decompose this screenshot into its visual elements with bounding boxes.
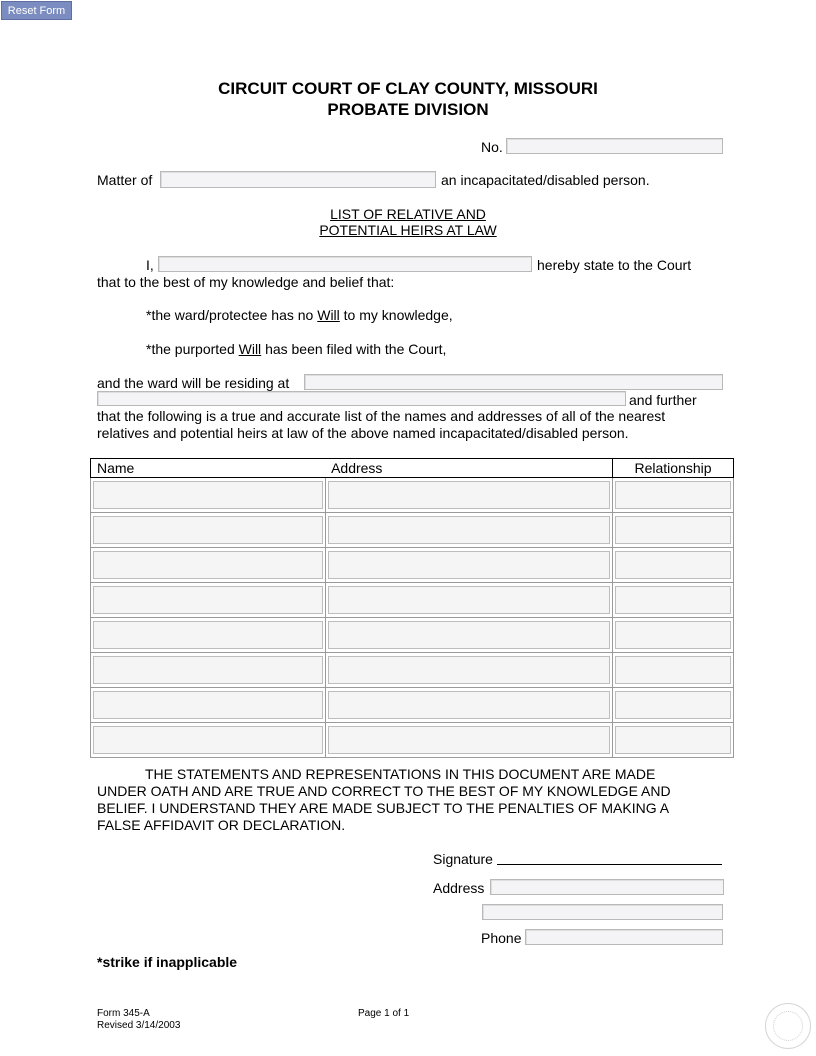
address-label: Address [433, 880, 485, 896]
strike-note: *strike if inapplicable [97, 954, 238, 970]
form-number: Form 345-A [97, 1008, 150, 1019]
matter-of-label: Matter of [97, 172, 153, 188]
table-row [91, 688, 734, 723]
table-row [91, 723, 734, 758]
relationship-column-header: Relationship [613, 459, 734, 478]
signer-address-field-2[interactable] [482, 904, 723, 920]
residence-address-field-2[interactable] [97, 391, 626, 406]
state-to-court-text: hereby state to the Court [537, 257, 692, 273]
name-column-header: Name [91, 459, 326, 478]
will-filed-word: Will [238, 341, 262, 357]
will-filed-suffix: has been filed with the Court, [265, 341, 447, 357]
division-title: PROBATE DIVISION [327, 100, 489, 119]
heir-relationship-field[interactable] [615, 586, 731, 614]
heir-relationship-field[interactable] [615, 551, 731, 579]
no-will-suffix: to my knowledge, [343, 307, 453, 323]
heir-name-field[interactable] [93, 726, 323, 754]
phone-field[interactable] [525, 929, 723, 945]
affirmation-statement [97, 766, 722, 834]
heir-name-field[interactable] [93, 516, 323, 544]
doc-title-line1: LIST OF RELATIVE AND [330, 206, 486, 222]
heir-address-field[interactable] [328, 656, 610, 684]
heirs-table-header [91, 459, 734, 478]
heir-name-field[interactable] [93, 481, 323, 509]
case-number-label: No. [481, 139, 503, 155]
heir-relationship-field[interactable] [615, 656, 731, 684]
table-row [91, 548, 734, 583]
affirmation-line-2: UNDER OATH AND ARE TRUE AND CORRECT TO THE BEST OF MY KNOWLEDGE AND [97, 783, 671, 799]
table-row [91, 513, 734, 548]
heirs-table [90, 458, 734, 758]
will-filed-prefix: *the purported [146, 341, 235, 357]
heir-name-field[interactable] [93, 586, 323, 614]
court-title: CIRCUIT COURT OF CLAY COUNTY, MISSOURI [218, 79, 598, 98]
will-filed-statement [146, 341, 446, 357]
heir-relationship-field[interactable] [615, 726, 731, 754]
heir-name-field[interactable] [93, 621, 323, 649]
heir-name-field[interactable] [93, 551, 323, 579]
heir-address-field[interactable] [328, 691, 610, 719]
address-column-header: Address [325, 459, 612, 478]
person-name-field[interactable] [160, 171, 436, 188]
heir-name-field[interactable] [93, 691, 323, 719]
heir-address-field[interactable] [328, 726, 610, 754]
residing-label: and the ward will be residing at [97, 375, 290, 391]
heir-address-field[interactable] [328, 586, 610, 614]
table-row [91, 478, 734, 513]
affirmation-line-1: THE STATEMENTS AND REPRESENTATIONS IN THIS DOCUMENT ARE MADE [145, 766, 656, 782]
reset-form-button[interactable]: Reset Form [1, 1, 72, 20]
revised-date: Revised 3/14/2003 [97, 1020, 181, 1031]
declarant-prefix: I, [146, 257, 154, 273]
and-further-text: and further [629, 392, 697, 408]
heir-name-field[interactable] [93, 656, 323, 684]
declarant-name-field[interactable] [158, 256, 532, 272]
heir-relationship-field[interactable] [615, 691, 731, 719]
signature-label: Signature [433, 851, 493, 867]
knowledge-belief-text: that to the best of my knowledge and belief that: [97, 274, 395, 290]
court-seal-icon [765, 1003, 811, 1049]
heir-address-field[interactable] [328, 516, 610, 544]
table-row [91, 583, 734, 618]
no-will-prefix: *the ward/protectee has no [146, 307, 314, 323]
heir-relationship-field[interactable] [615, 481, 731, 509]
heir-address-field[interactable] [328, 621, 610, 649]
residence-address-field-1[interactable] [304, 374, 723, 390]
affirmation-line-4: FALSE AFFIDAVIT OR DECLARATION. [97, 817, 346, 833]
signer-address-field-1[interactable] [490, 879, 724, 895]
no-will-word: Will [317, 307, 340, 323]
case-number-field[interactable] [506, 138, 723, 154]
heir-relationship-field[interactable] [615, 621, 731, 649]
heir-relationship-field[interactable] [615, 516, 731, 544]
heir-address-field[interactable] [328, 481, 610, 509]
incapacitated-person-text: an incapacitated/disabled person. [441, 172, 650, 188]
page-number: Page 1 of 1 [358, 1008, 410, 1019]
no-will-statement [146, 307, 453, 323]
table-row [91, 618, 734, 653]
doc-title-line2: POTENTIAL HEIRS AT LAW [319, 222, 497, 238]
table-row [91, 653, 734, 688]
affirmation-line-3: BELIEF. I UNDERSTAND THEY ARE MADE SUBJECT TO THE PENALTIES OF MAKING A [97, 800, 670, 816]
heirs-list-text-1: that the following is a true and accurate list of the names and addresses of all of the nearest [97, 408, 666, 424]
phone-label: Phone [481, 930, 522, 946]
heirs-list-text-2: relatives and potential heirs at law of the above named incapacitated/disabled person. [97, 425, 629, 441]
signature-line[interactable] [497, 863, 722, 865]
heir-address-field[interactable] [328, 551, 610, 579]
